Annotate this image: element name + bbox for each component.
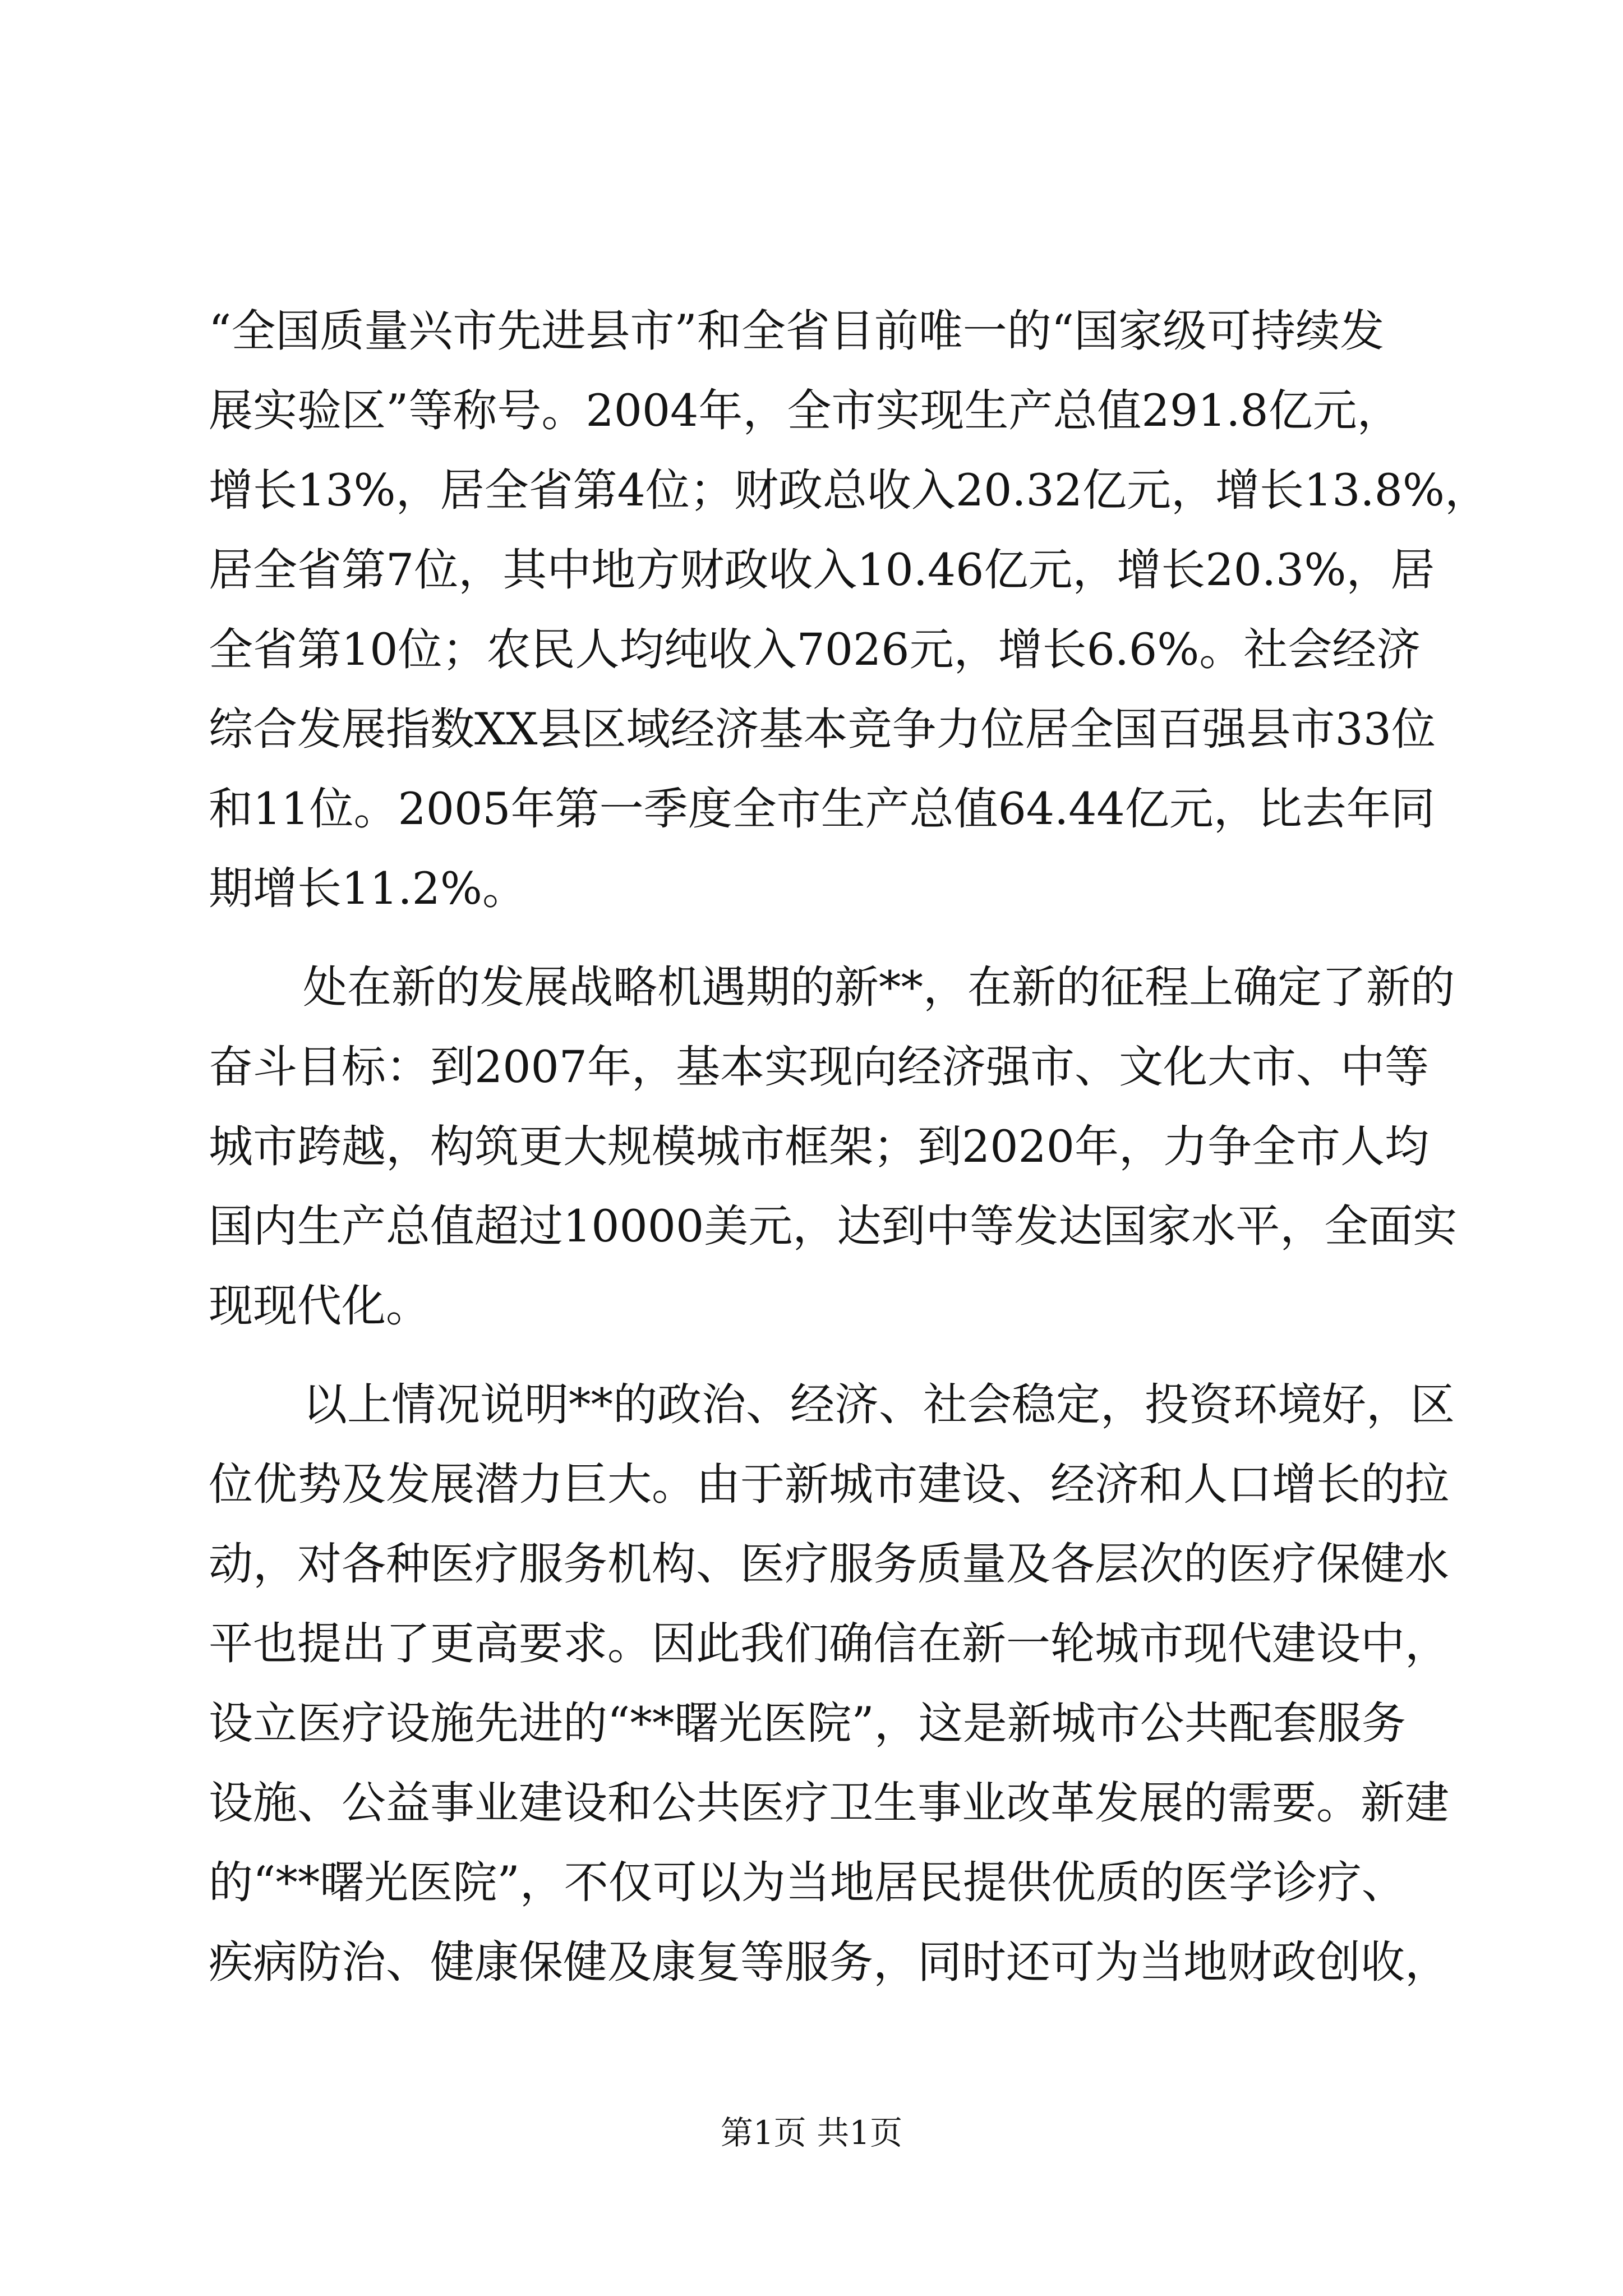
text-line	[0, 531, 1623, 609]
text-line	[0, 1525, 1623, 1603]
line-text: 疾病防治、健康保健及康复等服务，同时还可为当地财政创收，	[209, 1936, 1449, 1988]
text-line	[0, 1923, 1623, 2001]
text-line	[0, 948, 1623, 1027]
line-text: 和11位。2005年第一季度全市生产总值64.44亿元，比去年同	[209, 783, 1435, 835]
line-text: 设施、公益事业建设和公共医疗卫生事业改革发展的需要。新建	[209, 1777, 1449, 1829]
text-line	[0, 610, 1623, 689]
line-text: 动，对各种医疗服务机构、医疗服务质量及各层次的医疗保健水	[209, 1538, 1449, 1590]
line-text: 平也提出了更高要求。因此我们确信在新一轮城市现代建设中，	[209, 1618, 1449, 1669]
text-line	[0, 451, 1623, 530]
text-line	[0, 770, 1623, 848]
text-line	[0, 292, 1623, 370]
text-line	[0, 1843, 1623, 1922]
line-text: 城市跨越，构筑更大规模城市框架；到2020年，力争全市人均	[209, 1121, 1430, 1172]
text-line	[0, 1445, 1623, 1524]
line-text: 全省第10位；农民人均纯收入7026元，增长6.6%。社会经济	[209, 624, 1421, 675]
text-line	[0, 1187, 1623, 1266]
line-text: 展实验区”等称号。2004年，全市实现生产总值291.8亿元，	[209, 385, 1401, 436]
text-line	[0, 371, 1623, 450]
line-text: 综合发展指数XX县区域经济基本竞争力位居全国百强县市33位	[209, 703, 1436, 755]
line-text: 期增长11.2%。	[209, 863, 527, 914]
text-line	[0, 1684, 1623, 1763]
line-text: 现现代化。	[209, 1280, 430, 1332]
line-text: 处在新的发展战略机遇期的新**，在新的征程上确定了新的	[303, 961, 1455, 1013]
text-line	[0, 690, 1623, 769]
text-line	[0, 1267, 1623, 1345]
line-text: 居全省第7位，其中地方财政收入10.46亿元，增长20.3%，居	[209, 544, 1435, 596]
line-text: 设立医疗设施先进的“**曙光医院”，这是新城市公共配套服务	[209, 1697, 1406, 1749]
text-line	[0, 849, 1623, 928]
line-text: “全国质量兴市先进县市”和全省目前唯一的“国家级可持续发	[209, 305, 1385, 357]
text-line	[0, 1365, 1623, 1444]
line-text: 的“**曙光医院”，不仅可以为当地居民提供优质的医学诊疗、	[209, 1857, 1406, 1908]
line-text: 奋斗目标：到2007年，基本实现向经济强市、文化大市、中等	[209, 1041, 1430, 1093]
line-text: 国内生产总值超过10000美元，达到中等发达国家水平，全面实	[209, 1200, 1458, 1252]
line-text: 位优势及发展潜力巨大。由于新城市建设、经济和人口增长的拉	[209, 1458, 1449, 1510]
text-line	[0, 1107, 1623, 1186]
line-text: 以上情况说明**的政治、经济、社会稳定，投资环境好，区	[303, 1379, 1455, 1430]
text-line	[0, 1604, 1623, 1683]
page-footer: 第1页 共1页	[720, 2114, 903, 2152]
line-text: 增长13%，居全省第4位；财政总收入20.32亿元，增长13.8%，	[209, 464, 1489, 516]
text-line	[0, 1028, 1623, 1106]
text-line	[0, 1764, 1623, 1842]
